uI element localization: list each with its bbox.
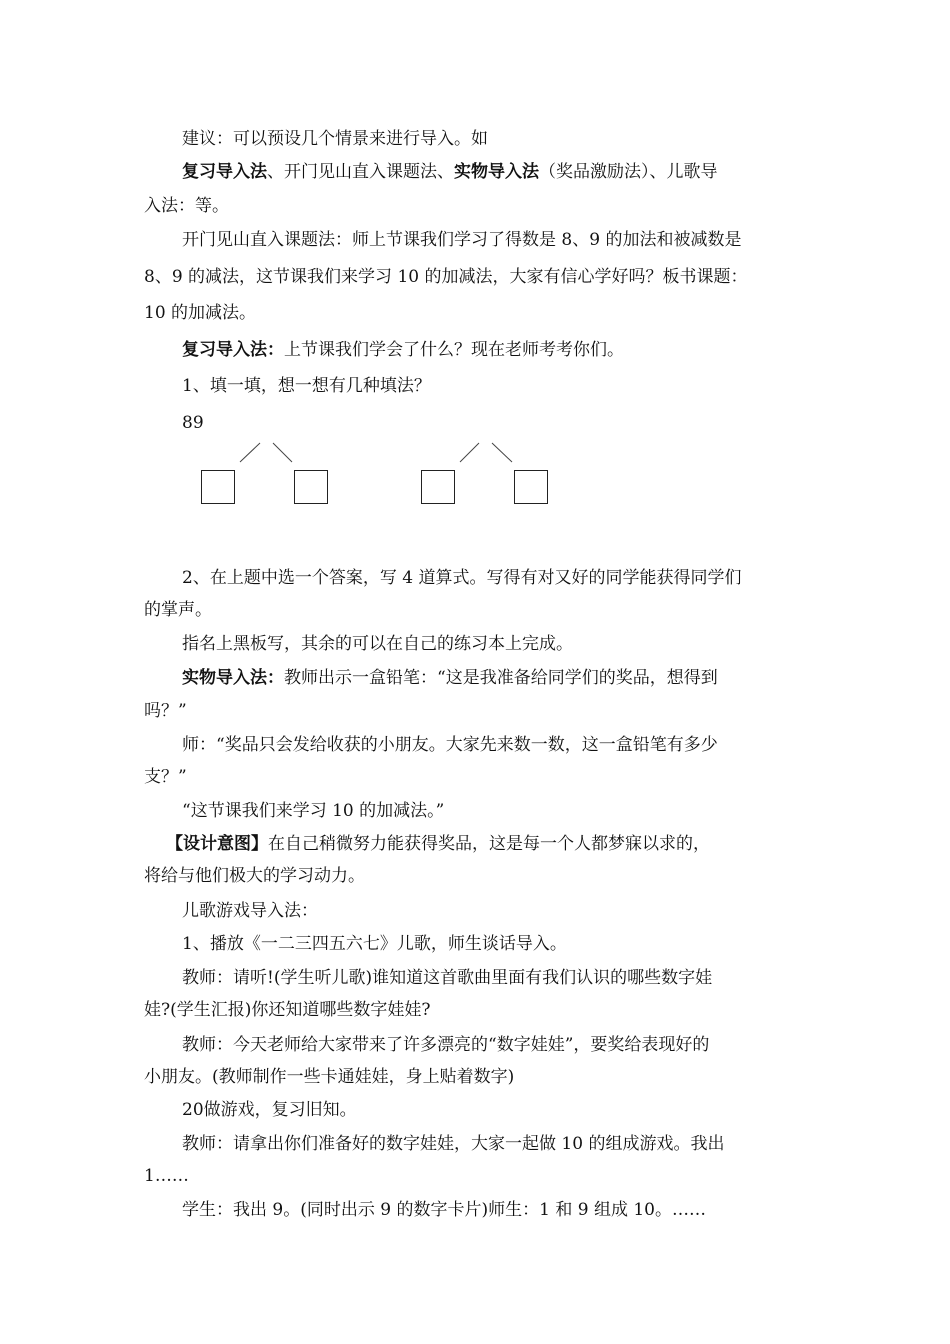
design-line-2: 将给与他们极大的学习动力。 bbox=[144, 866, 365, 886]
song-p4: 20做游戏，复习旧知。 bbox=[182, 1100, 357, 1120]
direct-line-1: 开门见山直入课题法：师上节课我们学习了得数是 8、9 的加法和被减数是 bbox=[182, 230, 742, 250]
question-2-line-2: 的掌声。 bbox=[144, 600, 212, 620]
suggestion-line: 建议：可以预设几个情景来进行导入。如 bbox=[182, 129, 488, 149]
answer-box[interactable] bbox=[514, 470, 548, 504]
object-text: 教师出示一盒铅笔：“这是我准备给同学们的奖品，想得到 bbox=[284, 668, 718, 688]
board-line: 指名上黑板写，其余的可以在自己的练习本上完成。 bbox=[182, 634, 573, 654]
design-label: 【设计意图】 bbox=[166, 834, 268, 854]
song-p5-line-2: 1…… bbox=[144, 1166, 189, 1186]
object-line-1 bbox=[182, 666, 814, 690]
question-1: 1、填一填，想一想有几种填法？ bbox=[182, 376, 431, 396]
object-line-2: 吗？” bbox=[144, 701, 187, 721]
song-p3-line-2: 小朋友。(教师制作一些卡通娃娃，身上贴着数字) bbox=[144, 1067, 515, 1087]
teacher-line-3: “这节课我们来学习 10 的加减法。” bbox=[182, 801, 445, 821]
object-method-label: 实物导入法 bbox=[454, 162, 539, 182]
design-text: 在自己稍微努力能获得奖品，这是每一个人都梦寐以求的， bbox=[268, 834, 710, 854]
question-2-line-1: 2、在上题中选一个答案，写 4 道算式。写得有对又好的同学能获得同学们 bbox=[182, 568, 742, 588]
object-label: 实物导入法： bbox=[182, 668, 284, 688]
answer-box[interactable] bbox=[294, 470, 328, 504]
song-p3-line-1: 教师：今天老师给大家带来了许多漂亮的“数字娃娃”，要奖给表现好的 bbox=[182, 1035, 710, 1055]
numbers-line: 89 bbox=[182, 413, 204, 433]
song-p1: 1、播放《一二三四五六七》儿歌，师生谈话导入。 bbox=[182, 934, 567, 954]
direct-line-2: 8、9 的减法，这节课我们来学习 10 的加减法，大家有信心学好吗？板书课题： bbox=[144, 267, 748, 287]
methods-line bbox=[182, 160, 814, 184]
teacher-line-1: 师：“奖品只会发给收获的小朋友。大家先来数一数，这一盒铅笔有多少 bbox=[182, 735, 718, 755]
song-p2-line-1: 教师：请听!(学生听儿歌)谁知道这首歌曲里面有我们认识的哪些数字娃 bbox=[182, 968, 713, 988]
answer-box[interactable] bbox=[201, 470, 235, 504]
methods-rest: （奖品激励法）、儿歌导 bbox=[539, 162, 718, 182]
song-p2-line-2: 娃?(学生汇报)你还知道哪些数字娃娃? bbox=[144, 1000, 431, 1020]
methods-separator: 、开门见山直入课题法、 bbox=[267, 162, 454, 182]
direct-line-3: 10 的加减法。 bbox=[144, 303, 257, 323]
song-title: 儿歌游戏导入法： bbox=[182, 901, 318, 921]
design-line-1 bbox=[166, 832, 814, 856]
split-diagram bbox=[190, 440, 570, 515]
song-p6: 学生：我出 9。(同时出示 9 的数字卡片)师生：1 和 9 组成 10。…… bbox=[182, 1200, 706, 1220]
review-method-label: 复习导入法 bbox=[182, 162, 267, 182]
review-label: 复习导入法： bbox=[182, 340, 284, 360]
methods-line-2: 入法：等。 bbox=[144, 196, 229, 216]
answer-box[interactable] bbox=[421, 470, 455, 504]
split-lines bbox=[190, 440, 570, 515]
review-text: 上节课我们学会了什么？现在老师考考你们。 bbox=[284, 340, 624, 360]
song-p5-line-1: 教师：请拿出你们准备好的数字娃娃，大家一起做 10 的组成游戏。我出 bbox=[182, 1134, 725, 1154]
teacher-line-2: 支？” bbox=[144, 767, 187, 787]
review-line bbox=[182, 338, 814, 362]
